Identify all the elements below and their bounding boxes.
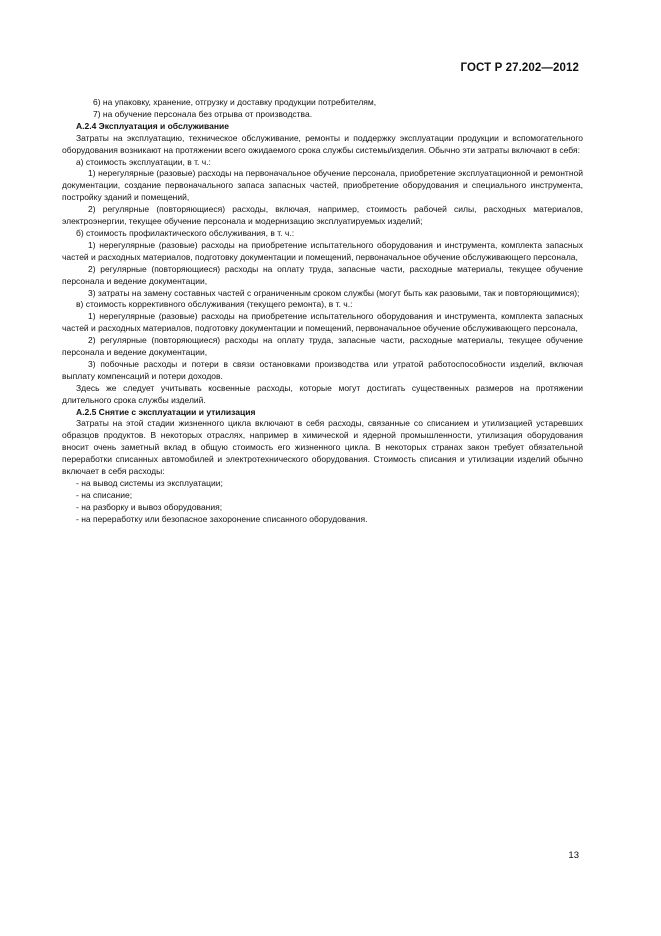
sub-list-item: 3) побочные расходы и потери в связи остановками производства или утратой работоспособности изделий, включая выплату компенсаций и потери доходов. (62, 358, 583, 381)
list-item-a: а) стоимость эксплуатации, в т. ч.: (76, 156, 211, 167)
page-number: 13 (568, 850, 579, 861)
sub-list-item: 1) нерегулярные (разовые) расходы на приобретение испытательного оборудования и инструмента, комплекта запасных частей и расходных материалов, подготовку документации и помещений, первоначальное обучение обслуживающего персонала, (62, 239, 583, 262)
document-body (62, 97, 583, 526)
sub-list-item: 1) нерегулярные (разовые) расходы на приобретение испытательного оборудования и инструмента, комплекта запасных частей и расходных материалов, подготовку документации и помещений, первоначальное обучение обслуживающего персонала, (62, 311, 583, 334)
paragraph: Затраты на эксплуатацию, техническое обслуживание, ремонты и поддержку эксплуатации продукции и вспомогательного оборудования возникают на протяжении всего ожидаемого срока службы системы/изделия. Обычно эти затраты включают в себя: (62, 132, 583, 155)
list-item-6: 6) на упаковку, хранение, отгрузку и доставку продукции потребителям, (93, 97, 377, 107)
list-item-v: в) стоимость коррективного обслуживания (текущего ремонта), в т. ч.: (76, 299, 353, 310)
dash-list-item: - на переработку или безопасное захоронение списанного оборудования. (76, 513, 368, 524)
sub-list-item: 1) нерегулярные (разовые) расходы на первоначальное обучение персонала, приобретение эксплуатационной и ремонтной документации, создание первоначального запаса запасных частей, приобретение оборудования и специального инструмента, постройку зданий и помещений, (62, 168, 583, 203)
dash-list-item: - на разборку и вывоз оборудования; (76, 501, 223, 512)
list-item-b: б) стоимость профилактического обслуживания, в т. ч.: (76, 227, 295, 238)
section-heading-a24: А.2.4 Эксплуатация и обслуживание (76, 120, 229, 131)
sub-list-item: 2) регулярные (повторяющиеся) расходы на оплату труда, запасные части, расходные материалы, текущее обучение персонала и ведение документации, (62, 335, 583, 358)
dash-list-item: - на списание; (76, 489, 133, 500)
paragraph: Здесь же следует учитывать косвенные расходы, которые могут достигать существенных размеров на протяжении длительного срока службы изделий. (62, 382, 583, 405)
paragraph: Затраты на этой стадии жизненного цикла включают в себя расходы, связанные со списанием и утилизацией устаревших образцов продуктов. В некоторых отраслях, например в химической и ядерной промышленности, утилизация оборудования вносит очень заметный вклад в общую стоимость его жизненного цикла. В некоторых странах закон требует обязательной переработки списанных автомобилей и электротехнического оборудования. Стоимость списания и утилизации изделий обычно включает в себя расходы: (62, 418, 583, 477)
document-header: ГОСТ Р 27.202—2012 (460, 62, 579, 74)
section-heading-a25: А.2.5 Снятие с эксплуатации и утилизация (76, 406, 256, 417)
sub-list-item: 3) затраты на замену составных частей с ограниченным сроком службы (могут быть как разовыми, так и повторяющимися); (88, 287, 580, 298)
sub-list-item: 2) регулярные (повторяющиеся) расходы на оплату труда, запасные части, расходные материалы, текущее обучение персонала и ведение документации, (62, 263, 583, 286)
dash-list-item: - на вывод системы из эксплуатации; (76, 478, 223, 488)
list-item-7: 7) на обучение персонала без отрыва от производства. (93, 108, 313, 119)
sub-list-item: 2) регулярные (повторяющиеся) расходы, включая, например, стоимость рабочей силы, расходных материалов, электроэнергии, текущее обучение персонала и модернизацию эксплуатируемых изделий; (62, 204, 583, 227)
